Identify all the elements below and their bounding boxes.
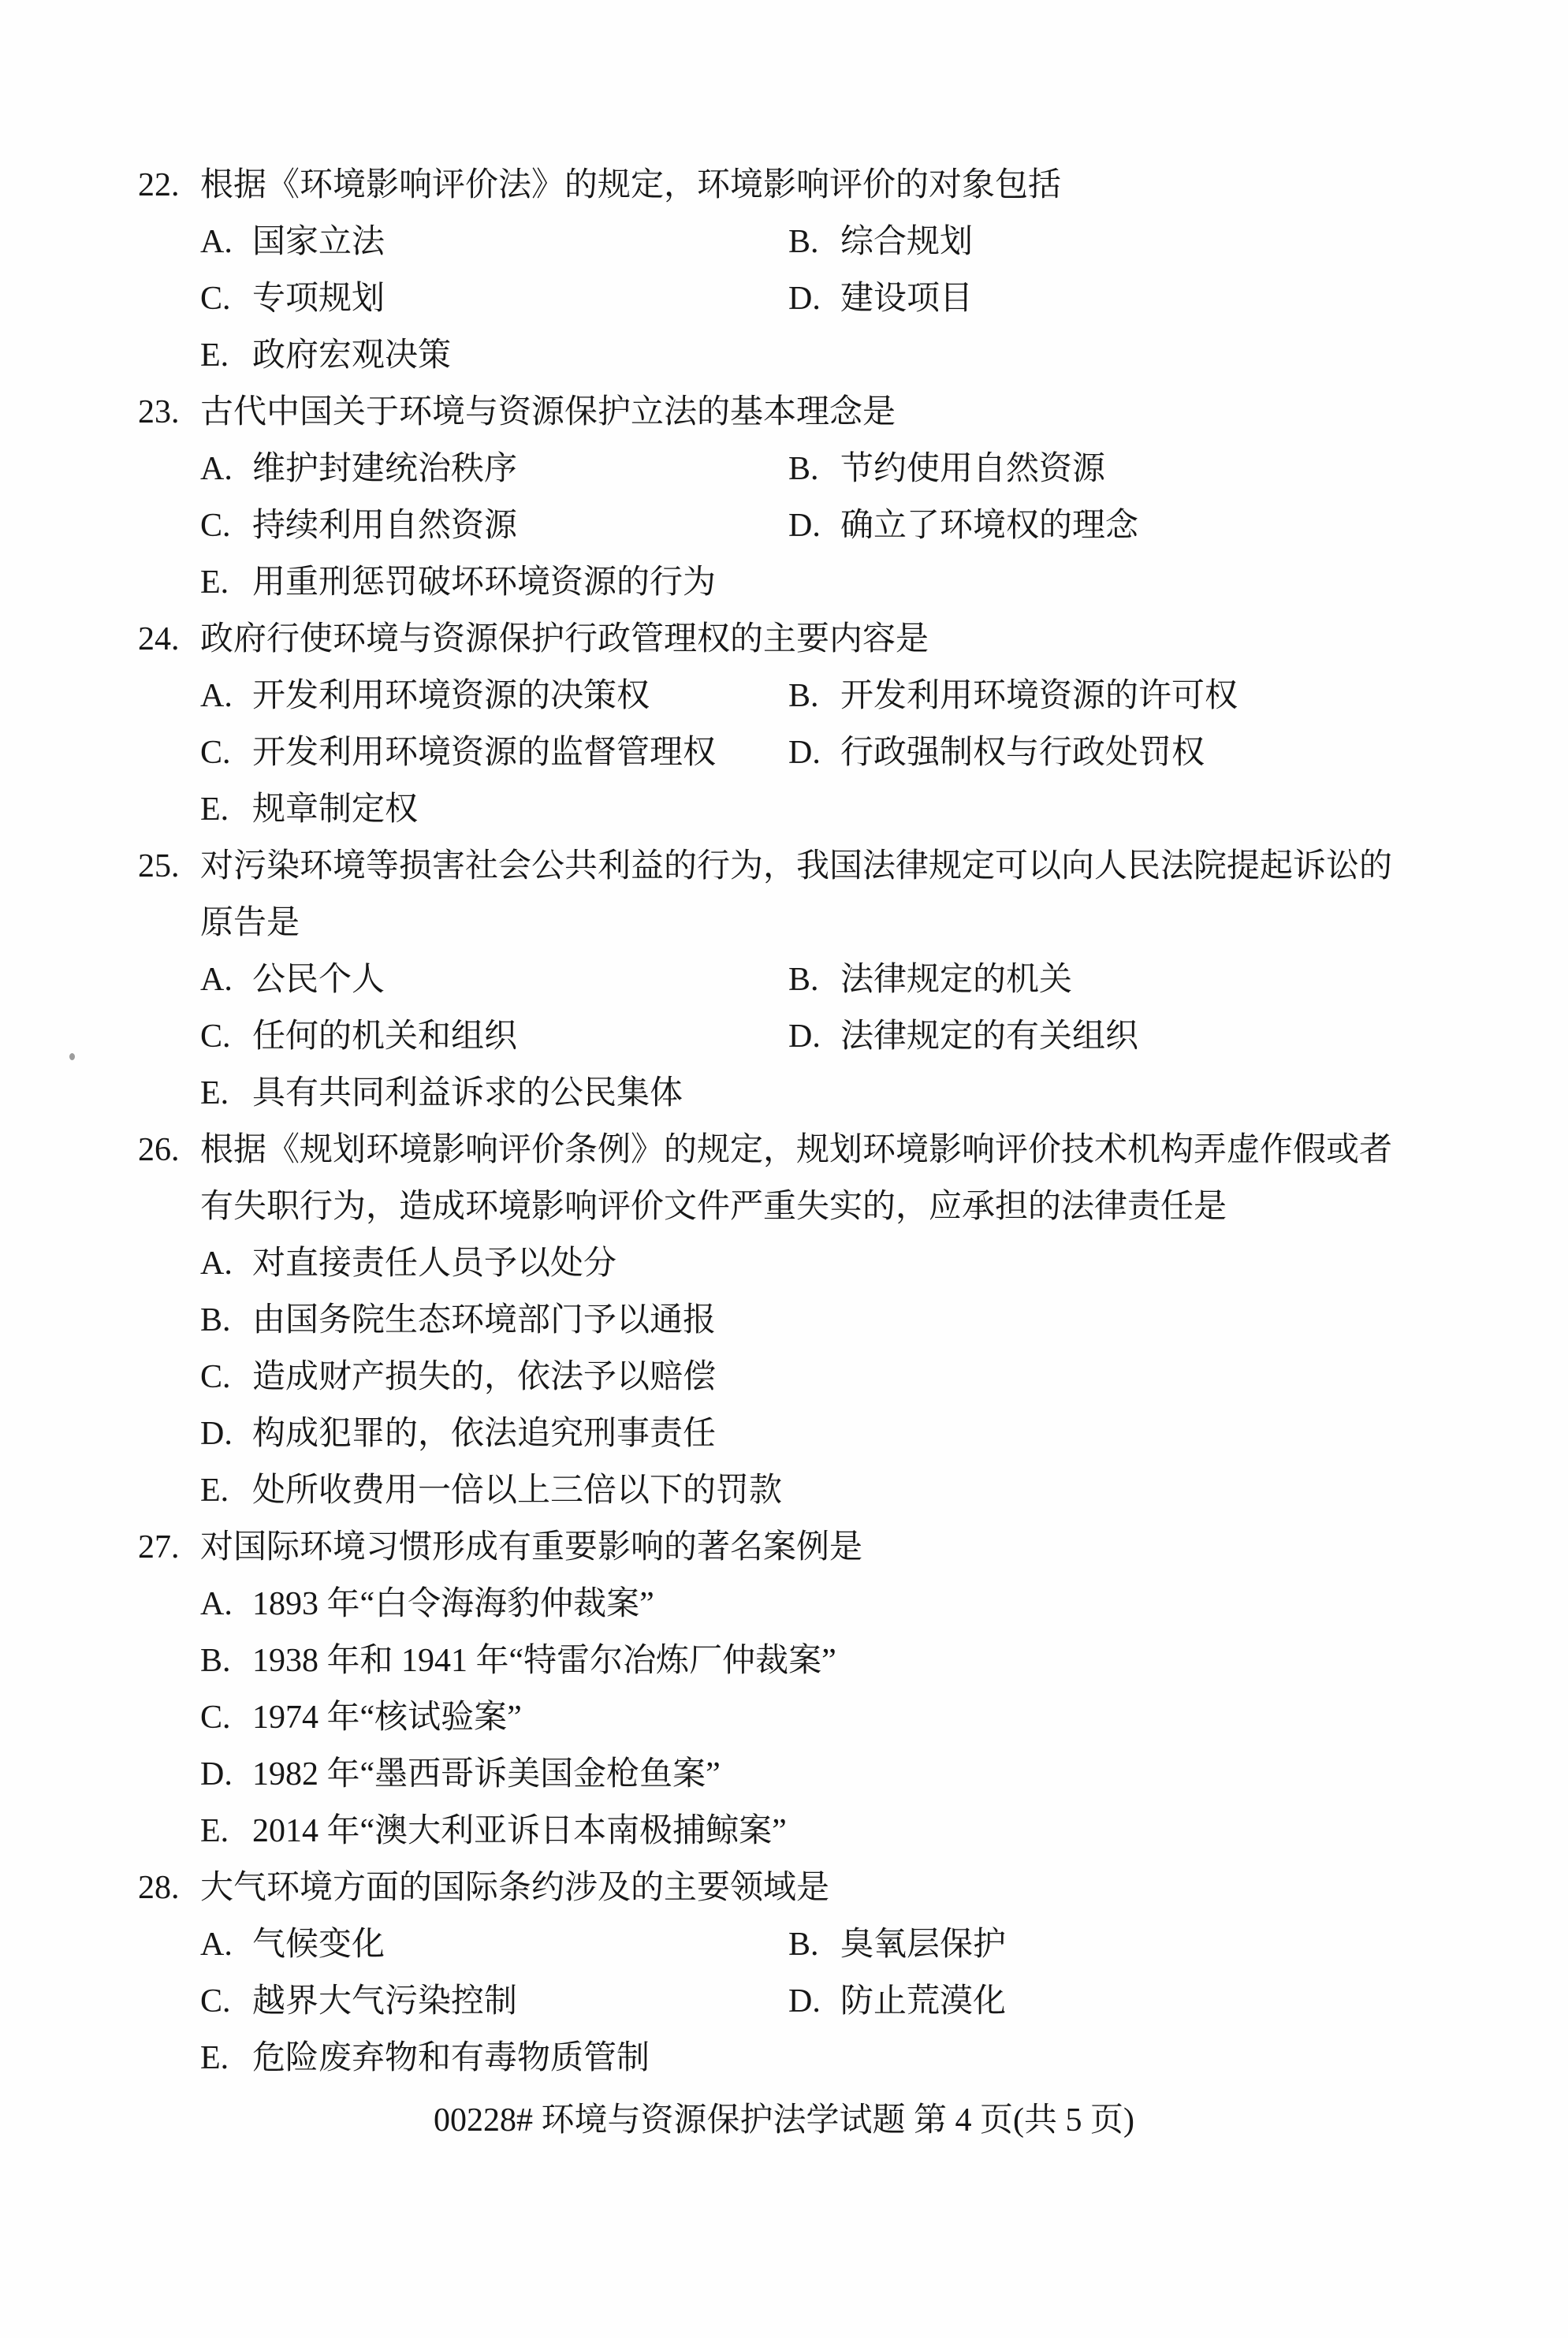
question-stem: 对污染环境等损害社会公共利益的行为，我国法律规定可以向人民法院提起诉讼的 bbox=[200, 848, 1393, 884]
option-label: D. bbox=[788, 1983, 821, 2020]
option-22-b bbox=[788, 214, 973, 270]
option-label: E. bbox=[200, 1813, 229, 1849]
option-label: C. bbox=[200, 1359, 231, 1395]
option-row bbox=[0, 554, 1568, 611]
option-label: D. bbox=[788, 281, 821, 317]
option-26-b bbox=[200, 1292, 716, 1349]
option-25-e bbox=[200, 1065, 683, 1122]
option-22-c bbox=[200, 270, 385, 327]
option-row bbox=[0, 441, 1568, 497]
option-text: 公民个人 bbox=[252, 962, 385, 998]
option-row bbox=[0, 1973, 1568, 2030]
option-26-c bbox=[200, 1349, 716, 1405]
option-text: 具有共同利益诉求的公民集体 bbox=[252, 1075, 683, 1111]
question-number: 28. bbox=[138, 1870, 180, 1906]
option-row bbox=[0, 1235, 1568, 1292]
question-22-stem-row bbox=[0, 157, 1568, 214]
option-28-c bbox=[200, 1973, 517, 2030]
option-row bbox=[0, 1916, 1568, 1973]
option-row bbox=[0, 724, 1568, 781]
option-27-e bbox=[200, 1803, 787, 1860]
option-text: 政府宏观决策 bbox=[252, 337, 452, 374]
page-footer: 00228# 环境与资源保护法学试题 第 4 页(共 5 页) bbox=[434, 2102, 1134, 2139]
option-text: 处所收费用一倍以上三倍以下的罚款 bbox=[252, 1472, 783, 1509]
option-28-b bbox=[788, 1916, 1006, 1973]
option-label: E. bbox=[200, 564, 229, 601]
option-label: B. bbox=[788, 962, 819, 998]
option-28-d bbox=[788, 1973, 1006, 2030]
option-24-e bbox=[200, 781, 418, 838]
question-24 bbox=[0, 611, 1568, 838]
option-label: C. bbox=[200, 1983, 231, 2020]
option-text: 法律规定的机关 bbox=[840, 962, 1073, 998]
option-label: E. bbox=[200, 1472, 229, 1509]
option-row bbox=[0, 1065, 1568, 1122]
option-24-a bbox=[200, 668, 650, 724]
question-number: 23. bbox=[138, 394, 180, 430]
option-27-c bbox=[200, 1689, 522, 1746]
option-text: 专项规划 bbox=[252, 281, 385, 317]
option-22-e bbox=[200, 327, 451, 384]
option-label: C. bbox=[200, 508, 231, 544]
option-27-a bbox=[200, 1576, 654, 1633]
option-row bbox=[0, 1633, 1568, 1689]
question-number: 27. bbox=[138, 1529, 180, 1565]
option-23-c bbox=[200, 497, 517, 554]
option-label: A. bbox=[200, 1927, 233, 1963]
option-text: 开发利用环境资源的监督管理权 bbox=[252, 735, 717, 771]
option-text: 气候变化 bbox=[252, 1927, 385, 1963]
option-text: 确立了环境权的理念 bbox=[840, 508, 1139, 544]
question-stem: 根据《环境影响评价法》的规定，环境影响评价的对象包括 bbox=[200, 167, 1062, 203]
option-row bbox=[0, 327, 1568, 384]
question-25 bbox=[0, 838, 1568, 1122]
option-text: 行政强制权与行政处罚权 bbox=[840, 735, 1205, 771]
option-label: D. bbox=[200, 1416, 233, 1452]
option-row bbox=[0, 668, 1568, 724]
option-28-a bbox=[200, 1916, 385, 1973]
option-text: 构成犯罪的，依法追究刑事责任 bbox=[252, 1416, 717, 1452]
option-row bbox=[0, 1746, 1568, 1803]
option-row bbox=[0, 1405, 1568, 1462]
question-number: 22. bbox=[138, 167, 180, 203]
option-text: 节约使用自然资源 bbox=[840, 451, 1106, 487]
question-26 bbox=[0, 1122, 1568, 1519]
question-stem: 大气环境方面的国际条约涉及的主要领域是 bbox=[200, 1870, 830, 1906]
option-text: 1893 年“白令海海豹仲裁案” bbox=[252, 1586, 654, 1622]
option-text: 任何的机关和组织 bbox=[252, 1018, 518, 1055]
option-text: 2014 年“澳大利亚诉日本南极捕鲸案” bbox=[252, 1813, 787, 1849]
option-label: B. bbox=[788, 224, 819, 260]
option-text: 开发利用环境资源的决策权 bbox=[252, 678, 650, 714]
option-text: 建设项目 bbox=[840, 281, 974, 317]
question-28 bbox=[0, 1860, 1568, 2087]
question-26-stem-row bbox=[0, 1122, 1568, 1178]
option-26-e bbox=[200, 1462, 782, 1519]
question-number: 25. bbox=[138, 848, 180, 884]
option-row bbox=[0, 1292, 1568, 1349]
option-23-b bbox=[788, 441, 1105, 497]
option-label: B. bbox=[788, 451, 819, 487]
option-text: 造成财产损失的，依法予以赔偿 bbox=[252, 1359, 717, 1395]
option-text: 1974 年“核试验案” bbox=[252, 1700, 522, 1736]
question-26-stem-row-2 bbox=[0, 1178, 1568, 1235]
option-label: B. bbox=[788, 678, 819, 714]
option-label: E. bbox=[200, 791, 229, 828]
question-stem: 对国际环境习惯形成有重要影响的著名案例是 bbox=[200, 1529, 863, 1565]
option-27-d bbox=[200, 1746, 721, 1803]
option-text: 防止荒漠化 bbox=[840, 1983, 1007, 2020]
question-stem: 古代中国关于环境与资源保护立法的基本理念是 bbox=[200, 394, 896, 430]
option-label: E. bbox=[200, 2040, 229, 2076]
option-row bbox=[0, 214, 1568, 270]
exam-body bbox=[0, 157, 1568, 2087]
option-label: B. bbox=[200, 1302, 231, 1338]
option-22-d bbox=[788, 270, 973, 327]
question-23-stem-row bbox=[0, 384, 1568, 441]
option-26-a bbox=[200, 1235, 616, 1292]
option-label: A. bbox=[200, 1245, 233, 1282]
option-label: C. bbox=[200, 281, 231, 317]
option-row bbox=[0, 2030, 1568, 2087]
option-text: 规章制定权 bbox=[252, 791, 419, 828]
option-25-d bbox=[788, 1008, 1138, 1065]
option-23-a bbox=[200, 441, 517, 497]
option-22-a bbox=[200, 214, 385, 270]
question-number: 26. bbox=[138, 1132, 180, 1168]
option-text: 持续利用自然资源 bbox=[252, 508, 518, 544]
question-25-stem-row bbox=[0, 838, 1568, 895]
option-24-c bbox=[200, 724, 716, 781]
option-text: 对直接责任人员予以处分 bbox=[252, 1245, 617, 1282]
question-24-stem-row bbox=[0, 611, 1568, 668]
question-stem: 政府行使环境与资源保护行政管理权的主要内容是 bbox=[200, 621, 929, 657]
option-text: 1982 年“墨西哥诉美国金枪鱼案” bbox=[252, 1756, 721, 1793]
option-row bbox=[0, 1576, 1568, 1633]
option-label: A. bbox=[200, 678, 233, 714]
option-24-b bbox=[788, 668, 1238, 724]
option-27-b bbox=[200, 1633, 836, 1689]
option-row bbox=[0, 951, 1568, 1008]
option-text: 越界大气污染控制 bbox=[252, 1983, 518, 2020]
option-row bbox=[0, 1349, 1568, 1405]
option-label: D. bbox=[788, 735, 821, 771]
option-row bbox=[0, 1462, 1568, 1519]
option-25-a bbox=[200, 951, 385, 1008]
option-text: 由国务院生态环境部门予以通报 bbox=[252, 1302, 717, 1338]
option-text: 法律规定的有关组织 bbox=[840, 1018, 1139, 1055]
option-label: C. bbox=[200, 735, 231, 771]
option-23-e bbox=[200, 554, 716, 611]
option-label: A. bbox=[200, 1586, 233, 1622]
question-28-stem-row bbox=[0, 1860, 1568, 1916]
question-25-stem-row-2 bbox=[0, 895, 1568, 951]
option-label: A. bbox=[200, 962, 233, 998]
option-23-d bbox=[788, 497, 1138, 554]
option-24-d bbox=[788, 724, 1205, 781]
question-stem-continued: 原告是 bbox=[200, 905, 300, 941]
option-row bbox=[0, 1803, 1568, 1860]
option-text: 用重刑惩罚破坏环境资源的行为 bbox=[252, 564, 717, 601]
option-label: B. bbox=[200, 1643, 231, 1679]
option-label: D. bbox=[788, 508, 821, 544]
option-25-c bbox=[200, 1008, 517, 1065]
option-label: C. bbox=[200, 1018, 231, 1055]
option-label: E. bbox=[200, 1075, 229, 1111]
option-row bbox=[0, 270, 1568, 327]
question-22 bbox=[0, 157, 1568, 384]
option-label: B. bbox=[788, 1927, 819, 1963]
option-label: D. bbox=[788, 1018, 821, 1055]
option-label: D. bbox=[200, 1756, 233, 1793]
option-text: 臭氧层保护 bbox=[840, 1927, 1007, 1963]
option-text: 开发利用环境资源的许可权 bbox=[840, 678, 1238, 714]
option-text: 维护封建统治秩序 bbox=[252, 451, 518, 487]
option-label: C. bbox=[200, 1700, 231, 1736]
option-row bbox=[0, 781, 1568, 838]
question-stem: 根据《规划环境影响评价条例》的规定，规划环境影响评价技术机构弄虚作假或者 bbox=[200, 1132, 1393, 1168]
option-text: 国家立法 bbox=[252, 224, 385, 260]
option-28-e bbox=[200, 2030, 650, 2087]
option-text: 综合规划 bbox=[840, 224, 974, 260]
option-text: 危险废弃物和有毒物质管制 bbox=[252, 2040, 650, 2076]
option-25-b bbox=[788, 951, 1072, 1008]
question-stem-continued: 有失职行为，造成环境影响评价文件严重失实的，应承担的法律责任是 bbox=[200, 1189, 1227, 1225]
option-26-d bbox=[200, 1405, 716, 1462]
option-label: A. bbox=[200, 224, 233, 260]
option-text: 1938 年和 1941 年“特雷尔冶炼厂仲裁案” bbox=[252, 1643, 836, 1679]
option-row bbox=[0, 1689, 1568, 1746]
question-23 bbox=[0, 384, 1568, 611]
option-label: A. bbox=[200, 451, 233, 487]
option-row bbox=[0, 497, 1568, 554]
option-row bbox=[0, 1008, 1568, 1065]
question-27 bbox=[0, 1519, 1568, 1860]
option-label: E. bbox=[200, 337, 229, 374]
question-27-stem-row bbox=[0, 1519, 1568, 1576]
question-number: 24. bbox=[138, 621, 180, 657]
